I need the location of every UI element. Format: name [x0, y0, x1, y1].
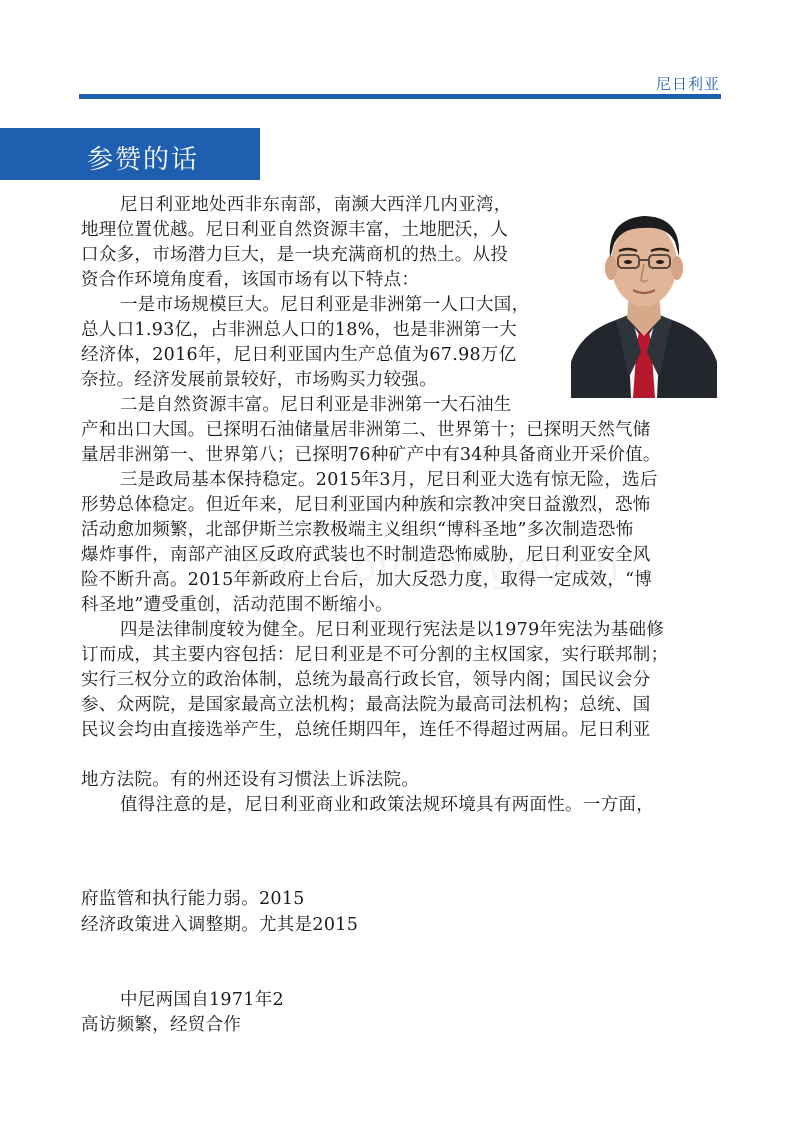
body-line: 三是政局基本保持稳定。2015年3月，尼日利亚大选有惊无险，选后: [120, 470, 658, 490]
body-line: 地方法院。有的州还设有习惯法上诉法院。: [81, 770, 420, 790]
body-line: 参、众两院，是国家最高立法机构；最高法院为最高司法机构；总统、国: [81, 695, 651, 715]
running-header-country: 尼日利亚: [655, 75, 720, 93]
body-line: 尼日利亚地处西非东南部，南濒大西洋几内亚湾，: [120, 195, 512, 215]
body-line: 形势总体稳定。但近年来，尼日利亚国内种族和宗教冲突日益激烈，恐怖: [81, 495, 651, 515]
body-line: 一是市场规模巨大。尼日利亚是非洲第一人口大国，: [120, 295, 530, 315]
body-line: 险不断升高。2015年新政府上台后，加大反恐力度，取得一定成效，“博: [81, 570, 653, 590]
body-line: 民议会均由直接选举产生，总统任期四年，连任不得超过两届。尼日利亚: [81, 720, 651, 740]
body-line: 科圣地”遭受重创，活动范围不断缩小。: [81, 595, 393, 615]
body-line: 值得注意的是，尼日利亚商业和政策法规环境具有两面性。一方面，: [120, 795, 654, 815]
body-line: 资合作环境角度看，该国市场有以下特点：: [81, 270, 420, 290]
body-line: 府监管和执行能力弱。2015: [81, 889, 305, 909]
body-line: 总人口1.93亿，占非洲总人口的18%，也是非洲第一大: [81, 320, 517, 340]
section-title: 参赞的话: [87, 145, 200, 175]
portrait-photo: [571, 192, 717, 398]
body-line: 口众多，市场潜力巨大，是一块充满商机的热土。从投: [81, 245, 509, 265]
header-rule: [79, 94, 721, 99]
body-line: 经济政策进入调整期。尤其是2015: [81, 915, 359, 935]
body-line: 高访频繁，经贸合作: [81, 1015, 242, 1035]
body-line: 产和出口大国。已探明石油储量居非洲第二、世界第十；已探明天然气储: [81, 420, 651, 440]
body-line: 爆炸事件，南部产油区反政府武装也不时制造恐怖威胁，尼日利亚安全风: [81, 545, 651, 565]
body-line: 经济体，2016年，尼日利亚国内生产总值为67.98万亿: [81, 345, 517, 365]
body-line: 量居非洲第一、世界第八；已探明76种矿产中有34种具备商业开采价值。: [81, 445, 661, 465]
section-banner: [0, 128, 260, 180]
body-line: 奈拉。经济发展前景较好，市场购买力较强。: [81, 370, 437, 390]
body-line: 活动愈加频繁，北部伊斯兰宗教极端主义组织“博科圣地”多次制造恐怖: [81, 520, 634, 540]
body-line: 中尼两国自1971年2: [120, 990, 284, 1010]
body-line: 地理位置优越。尼日利亚自然资源丰富，土地肥沃，人: [81, 220, 509, 240]
body-line: 订而成，其主要内容包括：尼日利亚是不可分割的主权国家，实行联邦制；: [81, 645, 669, 665]
body-line: 四是法律制度较为健全。尼日利亚现行宪法是以1979年宪法为基础修: [120, 620, 665, 640]
body-line: 二是自然资源丰富。尼日利亚是非洲第一大石油生: [120, 395, 512, 415]
body-line: 实行三权分立的政治体制，总统为最高行政长官，领导内阁；国民议会分: [81, 670, 651, 690]
